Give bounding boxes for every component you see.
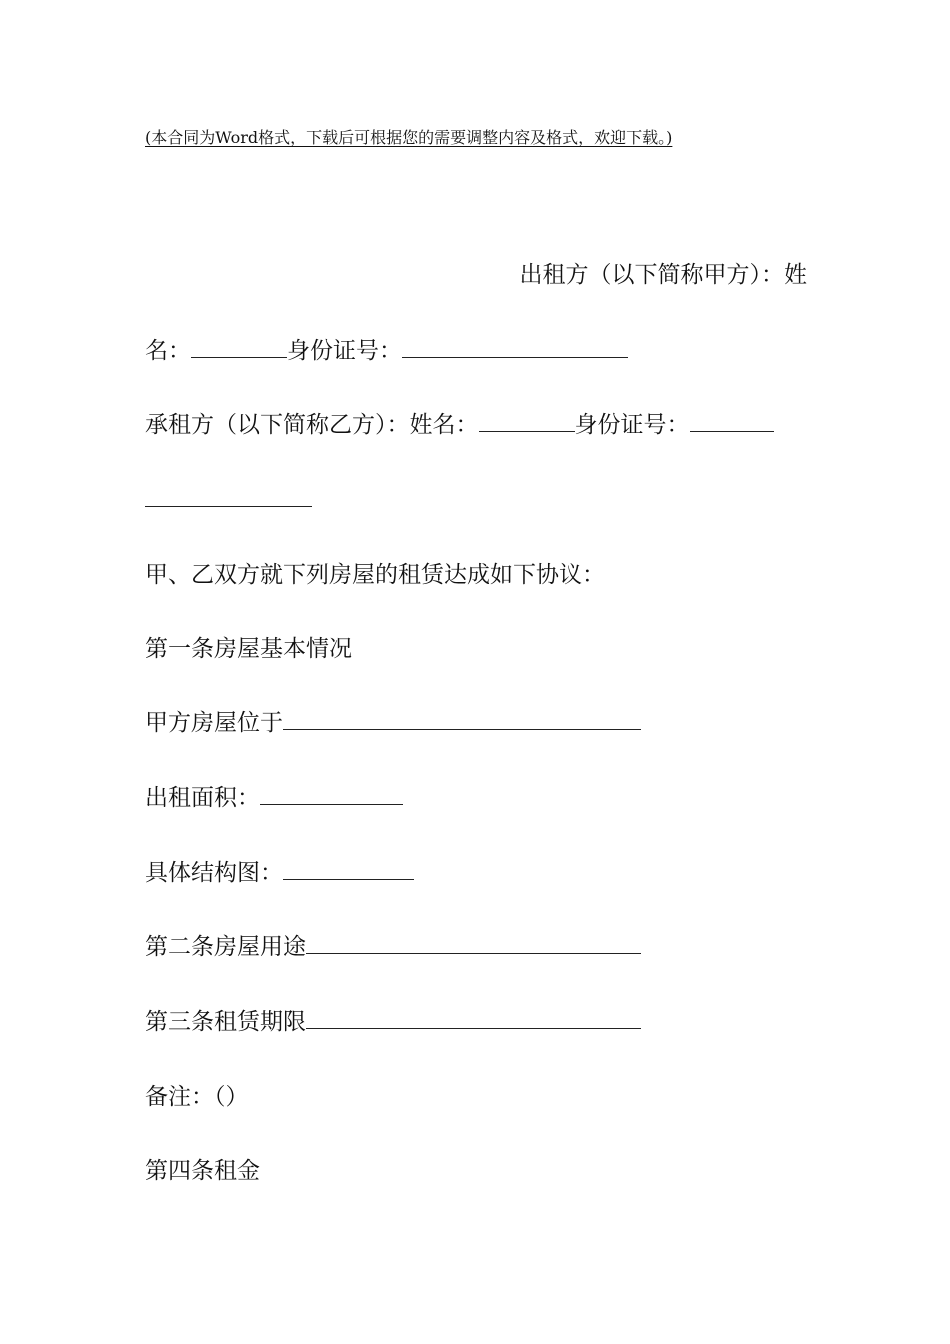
lessee-row [145, 409, 774, 441]
article4-title: 第四条租金 [145, 1158, 260, 1184]
lessee-name-blank[interactable] [479, 409, 575, 432]
article2-row [145, 931, 641, 963]
house-location-label: 甲方房屋位于 [145, 710, 283, 736]
rental-area-label: 出租面积： [145, 785, 260, 811]
house-location-row [145, 707, 641, 739]
lessor-name-row [145, 335, 628, 367]
lessor-id-label: 身份证号： [287, 338, 402, 364]
article1-title: 第一条房屋基本情况 [145, 636, 352, 662]
structure-label: 具体结构图： [145, 860, 283, 886]
rental-area-blank[interactable] [260, 782, 403, 805]
lease-term-blank[interactable] [306, 1006, 641, 1029]
remark-row: 备注：（） [145, 1084, 249, 1110]
lessee-id-label: 身份证号： [574, 412, 690, 438]
lessor-label: 出租方（以下简称甲方）：姓 [519, 262, 807, 288]
article2-title: 第二条房屋用途 [145, 934, 306, 960]
article3-row [145, 1006, 641, 1038]
lessee-id-continuation [145, 484, 312, 516]
format-notice: (本合同为Word格式，下载后可根据您的需要调整内容及格式，欢迎下载。) [145, 128, 673, 147]
house-location-blank[interactable] [283, 707, 641, 730]
lessor-name-blank[interactable] [191, 335, 287, 358]
lessor-name-label: 名： [145, 338, 191, 364]
article3-title: 第三条租赁期限 [145, 1009, 306, 1035]
rental-area-row [145, 782, 403, 814]
lessor-id-blank[interactable] [402, 335, 628, 358]
house-usage-blank[interactable] [306, 931, 641, 954]
lessee-id-blank-part2[interactable] [145, 484, 312, 507]
structure-blank[interactable] [283, 857, 414, 880]
lessee-label: 承租方（以下简称乙方）：姓名： [145, 412, 479, 438]
lessor-line [520, 259, 808, 291]
lessee-id-blank-part1[interactable] [690, 409, 774, 432]
agreement-intro: 甲、乙双方就下列房屋的租赁达成如下协议： [145, 562, 605, 588]
structure-row [145, 857, 414, 889]
